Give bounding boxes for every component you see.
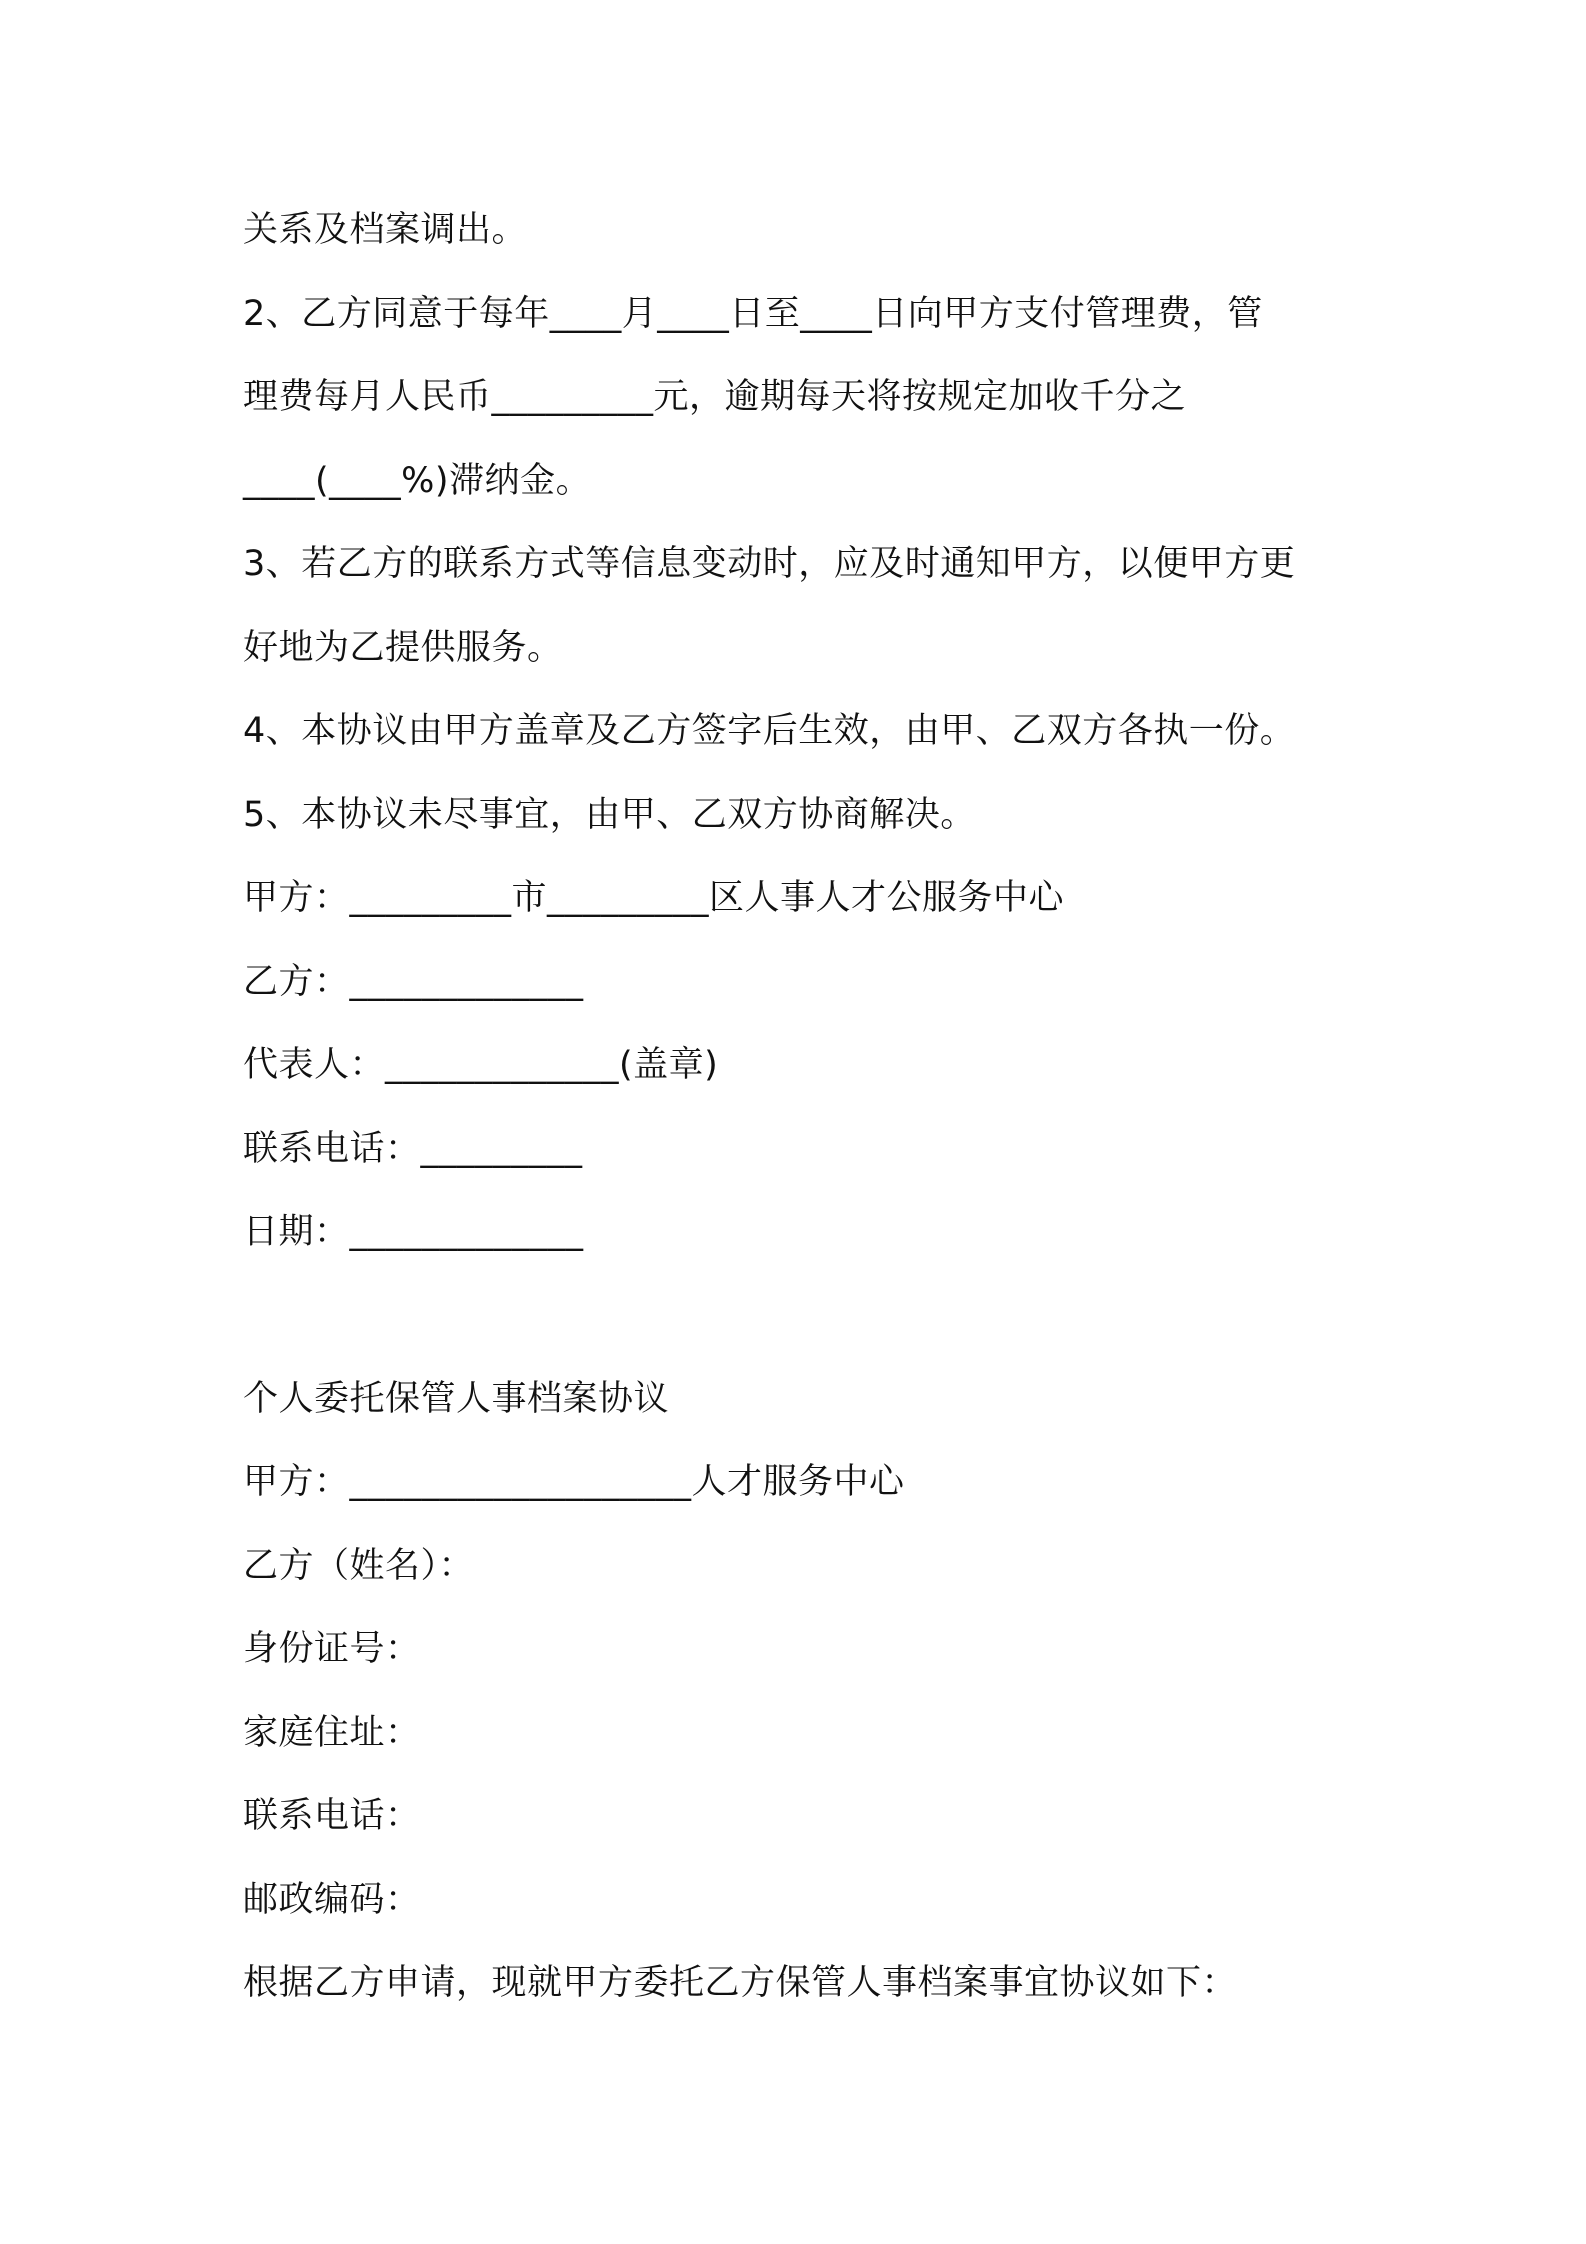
party-a-line: 甲方：___________________人才服务中心	[243, 1462, 905, 1502]
clause-3-line-2: 好地为乙提供服务。	[243, 628, 563, 668]
phone-line: 联系电话：_________	[243, 1129, 583, 1169]
continuation-text: 关系及档案调出。	[243, 210, 528, 250]
clause-2-line-1: 2、乙方同意于每年____月____日至____日向甲方支付管理费，管	[243, 294, 1263, 334]
clause-2-line-2: 理费每月人民币_________元，逾期每天将按规定加收千分之	[243, 377, 1187, 417]
preamble-text: 根据乙方申请，现就甲方委托乙方保管人事档案事宜协议如下：	[243, 1963, 1238, 2003]
clause-5: 5、本协议未尽事宜，由甲、乙双方协商解决。	[243, 795, 976, 835]
date-line: 日期：_____________	[243, 1212, 584, 1252]
agreement-title: 个人委托保管人事档案协议	[243, 1379, 670, 1419]
party-b-signature-line: 乙方：_____________	[243, 962, 584, 1002]
party-b-name-line: 乙方（姓名）：	[243, 1546, 475, 1586]
clause-3-line-1: 3、若乙方的联系方式等信息变动时，应及时通知甲方，以便甲方更	[243, 544, 1296, 584]
party-a-signature-line: 甲方：_________市_________区人事人才公服务中心	[243, 878, 1065, 918]
postal-code-line: 邮政编码：	[243, 1880, 421, 1920]
home-address-line: 家庭住址：	[243, 1713, 421, 1753]
contact-phone-line: 联系电话：	[243, 1796, 421, 1836]
clause-2-line-3: ____(____%)滞纳金。	[243, 461, 592, 501]
representative-line: 代表人：_____________(盖章)	[243, 1045, 719, 1085]
clause-4: 4、本协议由甲方盖章及乙方签字后生效，由甲、乙双方各执一份。	[243, 711, 1296, 751]
id-number-line: 身份证号：	[243, 1629, 421, 1669]
